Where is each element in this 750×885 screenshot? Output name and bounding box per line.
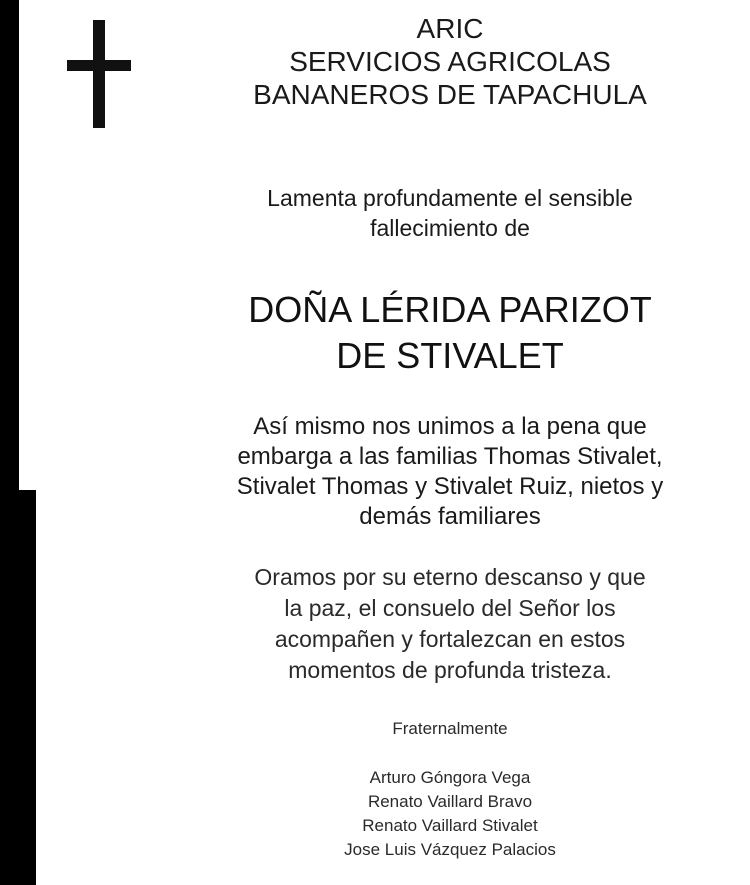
- signer-name: Jose Luis Vázquez Palacios: [344, 840, 556, 859]
- signer-name: Arturo Góngora Vega: [369, 768, 531, 787]
- organization-line: ARIC: [416, 13, 484, 44]
- signer-name: Renato Vaillard Stivalet: [362, 816, 538, 835]
- signer-name: Renato Vaillard Bravo: [367, 792, 533, 811]
- left-black-border-bottom: [0, 490, 36, 885]
- left-black-border-top: [0, 0, 19, 490]
- condolence-line: embarga a las familias Thomas Stivalet,: [237, 443, 663, 470]
- prayer-line: Oramos por su eterno descanso y que: [254, 564, 646, 590]
- deceased-name-line: DE STIVALET: [336, 335, 564, 376]
- lament-line: Lamenta profundamente el sensible: [267, 185, 633, 211]
- condolence-paragraph: [160, 412, 740, 532]
- prayer-paragraph: [160, 562, 740, 686]
- signers-list: [160, 766, 740, 862]
- cross-icon: [67, 20, 131, 130]
- deceased-name-line: DOÑA LÉRIDA PARIZOT: [248, 289, 652, 330]
- condolence-line: demás familiares: [359, 503, 541, 530]
- organization-header: [160, 12, 740, 111]
- cross-vertical-bar: [93, 20, 105, 128]
- condolence-line: Así mismo nos unimos a la pena que: [253, 413, 647, 440]
- prayer-line: la paz, el consuelo del Señor los: [284, 595, 616, 621]
- deceased-name: [160, 287, 740, 379]
- closing-line: Fraternalmente: [392, 719, 508, 738]
- prayer-line: momentos de profunda tristeza.: [288, 657, 612, 683]
- organization-line: BANANEROS DE TAPACHULA: [253, 79, 647, 110]
- lament-text: [160, 183, 740, 243]
- prayer-line: acompañen y fortalezcan en estos: [274, 626, 626, 652]
- cross-horizontal-bar: [67, 60, 131, 71]
- organization-line: SERVICIOS AGRICOLAS: [289, 46, 611, 77]
- lament-line: fallecimiento de: [370, 215, 530, 241]
- condolence-line: Stivalet Thomas y Stivalet Ruiz, nietos y: [236, 473, 664, 500]
- closing-text: [160, 718, 740, 740]
